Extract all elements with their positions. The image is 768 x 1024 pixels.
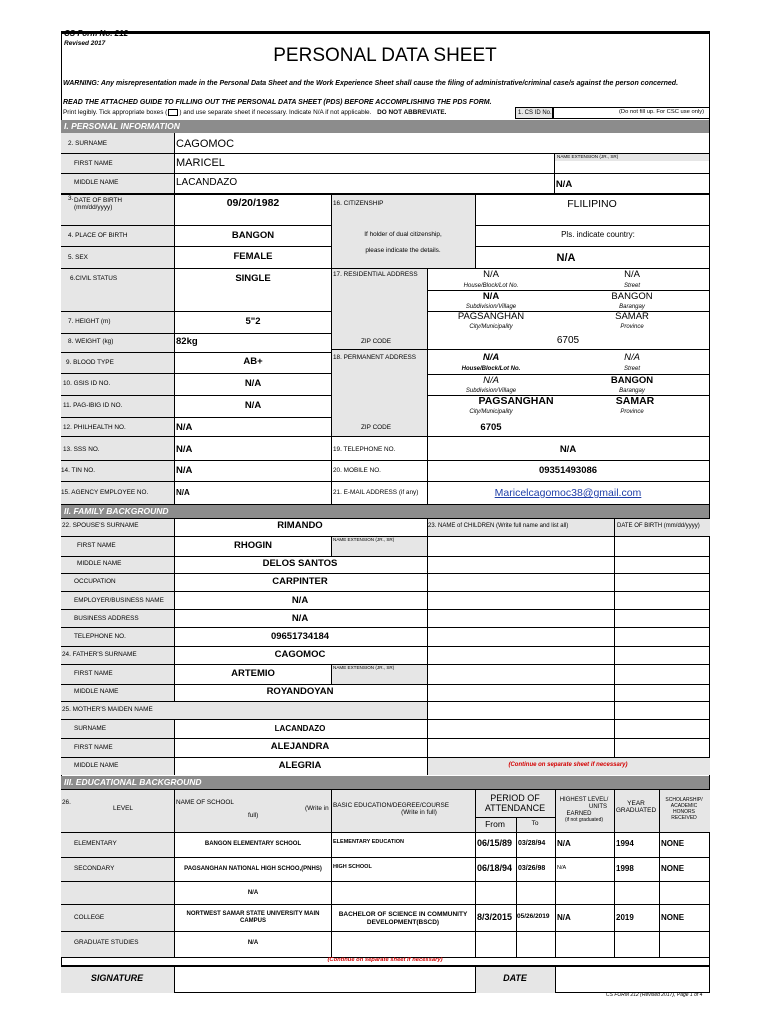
rule (331, 193, 332, 504)
rule (475, 817, 555, 818)
telephone-value[interactable]: N/A (559, 444, 577, 455)
course-header: BASIC EDUCATION/DEGREE/COURSE (333, 802, 449, 809)
rule (61, 719, 710, 720)
honors-header-3: HONORS (673, 809, 695, 815)
father-first-value[interactable]: ARTEMIO (231, 668, 275, 679)
rule (61, 173, 710, 174)
honors-header-1: SCHOLARSHIP/ (665, 797, 703, 803)
period-header-2: ATTENDANCE (484, 803, 546, 813)
rule (61, 333, 331, 334)
mobile-label: 20. MOBILE NO. (333, 467, 381, 474)
highest-level-header-1: HIGHEST LEVEL/ (559, 797, 609, 803)
email-link[interactable]: Maricelcagomoc38@gmail.com (494, 487, 642, 499)
father-surname-label: 24. FATHER'S SURNAME (62, 651, 137, 658)
rule (427, 374, 710, 375)
rule (61, 857, 710, 858)
form-number: CS Form No. 212 (64, 29, 129, 38)
signature-label: SIGNATURE (90, 973, 144, 983)
print-note-b: ) and use separate sheet if necessary. Indicate N/A if not applicable. (179, 109, 372, 117)
rule (174, 719, 175, 775)
edu-year[interactable]: 1994 (616, 839, 634, 848)
telephone-label: 19. TELEPHONE NO. (333, 446, 396, 453)
course-write-note: (Write in full) (401, 809, 437, 816)
rule (475, 967, 476, 993)
res-house-value[interactable]: N/A (483, 269, 499, 280)
rule (475, 789, 476, 957)
res-city-caption: City/Municipality (469, 324, 513, 330)
rule (331, 536, 332, 556)
spouse-first-value[interactable]: RHOGIN (234, 540, 272, 551)
rule (475, 225, 710, 226)
edu-school[interactable]: N/A (247, 940, 259, 946)
spouse-surname-value[interactable]: RIMANDO (277, 520, 323, 531)
res-barangay-caption: Barangay (619, 304, 645, 310)
res-street-value[interactable]: N/A (624, 269, 640, 280)
edu-honors[interactable]: NONE (661, 864, 685, 873)
mobile-value[interactable]: 09351493086 (538, 465, 598, 476)
pagibig-label: 11. PAG-IBIG ID NO. (63, 402, 123, 409)
rule (174, 518, 175, 701)
perm-subdivision-value[interactable]: N/A (483, 375, 499, 386)
rule (174, 789, 175, 957)
perm-barangay-value[interactable]: BANGON (610, 375, 654, 386)
edu-units[interactable]: N/A (557, 913, 571, 922)
surname-value[interactable]: CAGOMOC (176, 138, 235, 150)
civil-status-label: 6.CIVIL STATUS (70, 275, 118, 282)
honors-header-4: RECEIVED (671, 815, 697, 821)
tick-box-icon (168, 109, 178, 116)
mother-surname-value[interactable]: LACANDAZO (274, 724, 326, 733)
blood-type-value[interactable]: AB+ (243, 356, 263, 367)
from-header: From (485, 819, 505, 829)
perm-province-caption: Province (620, 409, 644, 415)
edu-level: GRADUATE STUDIES (74, 939, 139, 946)
rule (61, 757, 710, 758)
print-note-a: Print legibly. Tick appropriate boxes ( (63, 109, 168, 117)
rule (61, 311, 331, 312)
rule (61, 481, 710, 482)
mother-middle-value[interactable]: ALEGRIA (278, 760, 322, 771)
honors-header-2: ACADEMIC (670, 803, 698, 809)
rule (331, 349, 710, 350)
gsis-value[interactable]: N/A (244, 378, 262, 389)
school-full-note: full) (248, 812, 259, 819)
rule (659, 789, 660, 957)
spouse-telephone-value[interactable]: 09651734184 (270, 631, 330, 642)
occupation-value[interactable]: CARPINTER (272, 576, 328, 587)
highest-level-header-2: UNITS (589, 804, 607, 810)
mother-middle-label: MIDDLE NAME (74, 762, 119, 769)
pob-value[interactable]: BANGON (231, 230, 275, 241)
page-title: PERSONAL DATA SHEET (273, 45, 497, 66)
country-value[interactable]: N/A (556, 252, 576, 264)
middle-name-value[interactable]: LACANDAZO (176, 177, 238, 188)
rule (61, 881, 710, 882)
date-label: DATE (503, 973, 527, 983)
father-first-label: FIRST NAME (74, 670, 113, 677)
tin-label: 14. TIN NO. (61, 467, 95, 474)
rule (61, 609, 710, 610)
year-header-2: GRADUATED (615, 807, 657, 814)
business-address-value[interactable]: N/A (291, 613, 309, 624)
tin-value[interactable]: N/A (176, 465, 193, 476)
perm-house-caption: House/Block/Lot No. (461, 366, 521, 372)
height-label: 7. HEIGHT (m) (68, 318, 111, 325)
gsis-label: 10. GSIS ID NO. (63, 380, 111, 387)
edu-honors[interactable]: NONE (661, 839, 685, 848)
res-city-value[interactable]: PAGSANGHAN (457, 311, 525, 322)
top-thick-rule (61, 31, 710, 34)
edu-from[interactable]: 06/15/89 (477, 838, 513, 848)
no-abbreviate-note: DO NOT ABBREVIATE. (377, 109, 447, 117)
perm-zip-value[interactable]: 6705 (480, 422, 502, 433)
perm-street-value[interactable]: N/A (624, 352, 640, 363)
rule (61, 556, 710, 557)
perm-subdivision-caption: Subdivision/Village (465, 388, 517, 394)
name-ext-label: NAME EXTENSION (JR., SR) (557, 154, 619, 159)
perm-city-caption: City/Municipality (469, 409, 513, 415)
sex-label: 5. SEX (68, 254, 88, 261)
rule (61, 225, 331, 226)
address-label-block (331, 268, 427, 436)
father-ext-label: NAME EXTENSION (JR., SR) (333, 665, 395, 670)
spouse-middle-value[interactable]: DELOS SANTOS (262, 558, 338, 569)
father-surname-value[interactable]: CAGOMOC (274, 649, 326, 660)
edu-from[interactable]: 8/3/2015 (477, 912, 513, 922)
rule (427, 518, 428, 775)
section-personal-header: I. PERSONAL INFORMATION (61, 120, 709, 133)
mother-first-value[interactable]: ALEJANDRA (270, 741, 330, 752)
res-zip-label: ZIP CODE (360, 338, 392, 345)
dob-label: DATE OF BIRTH (74, 197, 123, 204)
rule (61, 789, 710, 790)
perm-city-value[interactable]: PAGSANGHAN (478, 395, 554, 407)
edu-school[interactable]: NORTWEST SAMAR STATE UNIVERSITY MAIN CAMPUS (186, 911, 320, 924)
civil-status-value[interactable]: SINGLE (235, 273, 271, 284)
rule (61, 246, 331, 247)
rule (61, 417, 331, 418)
rule (427, 268, 428, 504)
rule (61, 701, 710, 702)
surname-label: 2. SURNAME (68, 140, 108, 147)
dual-note-1: If holder of dual citizenship, (364, 231, 442, 238)
first-name-value[interactable]: MARICEL (176, 157, 225, 169)
rule (475, 193, 476, 268)
res-zip-value[interactable]: 6705 (556, 335, 580, 346)
rule (61, 373, 331, 374)
rule (427, 290, 710, 291)
perm-barangay-caption: Barangay (619, 388, 645, 394)
edu-course[interactable]: BACHELOR OF SCIENCE IN COMMUNITY DEVELOPMENT(BSCD) (338, 911, 468, 926)
spouse-telephone-label: TELEPHONE NO. (74, 633, 126, 640)
first-name-label: FIRST NAME (74, 160, 113, 167)
rule (331, 789, 332, 957)
to-header: To (531, 820, 539, 827)
res-province-value[interactable]: SAMAR (615, 311, 649, 322)
education-header-row (61, 789, 710, 832)
edu-to[interactable]: 03/28/94 (518, 840, 546, 847)
edu-units[interactable]: N/A (557, 839, 571, 848)
print-note (63, 109, 446, 117)
res-subdivision-value[interactable]: N/A (482, 291, 500, 302)
dual-note-2: please indicate the details. (365, 247, 441, 254)
edu-school[interactable]: N/A (247, 890, 259, 896)
csid-label: 1. CS ID No. (518, 110, 552, 116)
edu-course[interactable]: ELEMENTARY EDUCATION (333, 839, 404, 845)
spouse-first-label: FIRST NAME (77, 542, 116, 549)
edu-course[interactable]: HIGH SCHOOL (333, 864, 372, 870)
rule (427, 395, 710, 396)
perm-street-caption: Street (623, 366, 641, 372)
highest-level-header-3: EARNED (566, 811, 592, 817)
rule (61, 591, 710, 592)
mother-surname-label: SURNAME (74, 725, 106, 732)
guide-text: READ THE ATTACHED GUIDE TO FILLING OUT THE PERSONAL DATA SHEET (PDS) BEFORE ACCOMPLISHING THE PDS FORM. (63, 99, 492, 106)
edu-units[interactable]: N/A (557, 865, 567, 871)
rule (61, 573, 710, 574)
spouse-middle-label: MIDDLE NAME (77, 560, 122, 567)
section-education-header: III. EDUCATIONAL BACKGROUND (61, 776, 709, 789)
edu-level: COLLEGE (74, 914, 105, 921)
rule (61, 904, 710, 905)
father-middle-label: MIDDLE NAME (74, 688, 119, 695)
rule (61, 931, 710, 932)
warning-text: WARNING: Any misrepresentation made in the Personal Data Sheet and the Work Experience Sheet shall cause the filing of administrative/criminal case/s against the person concerned. (63, 80, 679, 87)
perm-house-value[interactable]: N/A (482, 352, 500, 363)
revised-note: Revised 2017 (64, 40, 106, 47)
pob-label: 4. PLACE OF BIRTH (68, 232, 128, 239)
level-header: LEVEL (113, 805, 133, 812)
highest-level-header-4: (if not graduated) (564, 817, 604, 823)
edu-level: SECONDARY (74, 865, 115, 872)
res-subdivision-caption: Subdivision/Village (465, 304, 517, 310)
business-address-label: BUSINESS ADDRESS (74, 615, 139, 622)
rule (61, 738, 710, 739)
weight-value[interactable]: 82kg (176, 336, 198, 347)
edu-honors[interactable]: NONE (661, 913, 685, 922)
sss-value[interactable]: N/A (176, 444, 193, 455)
rule (61, 684, 710, 685)
rule (61, 832, 710, 833)
rule (516, 817, 517, 957)
dob-value[interactable]: 09/20/1982 (226, 197, 280, 209)
rule (61, 518, 710, 519)
section-family-header: II. FAMILY BACKGROUND (61, 505, 709, 518)
csc-note: (Do not fill up. For CSC use only) (619, 109, 705, 115)
perm-zip-label: ZIP CODE (360, 424, 392, 431)
family-continue-note: (Continue on separate sheet if necessary) (508, 762, 628, 768)
rule (61, 352, 331, 353)
year-header-1: YEAR (627, 800, 645, 807)
school-header: NAME OF SCHOOL (176, 799, 234, 806)
dob-format: (mm/dd/yyyy) (74, 204, 113, 211)
name-ext-value[interactable]: N/A (555, 179, 573, 190)
res-street-caption: Street (623, 283, 641, 289)
period-header-1: PERIOD OF (490, 793, 540, 803)
signature-field[interactable] (175, 968, 474, 992)
blood-type-label: 9. BLOOD TYPE (66, 359, 114, 366)
rule (475, 246, 710, 247)
edu-to[interactable]: 05/26/2019 (517, 913, 550, 920)
mother-maiden-label: 25. MOTHER'S MAIDEN NAME (62, 706, 153, 713)
rule (331, 664, 332, 684)
employer-label: EMPLOYER/BUSINESS NAME (74, 597, 164, 604)
agency-no-label: 15. AGENCY EMPLOYEE NO. (61, 489, 149, 496)
citizenship-label: 16. CITIZENSHIP (333, 200, 384, 207)
edu-from[interactable]: 06/18/94 (477, 863, 513, 873)
weight-label: 8. WEIGHT (kg) (68, 338, 114, 345)
rule (555, 789, 556, 957)
email-label: 21. E-MAIL ADDRESS (if any) (333, 489, 419, 496)
education-continue-note: (Continue on separate sheet if necessary) (327, 957, 443, 963)
spouse-surname-label: 22. SPOUSE'S SURNAME (62, 522, 139, 529)
res-address-label: 17. RESIDENTIAL ADDRESS (333, 271, 418, 278)
rule (61, 193, 710, 195)
rule (61, 268, 710, 269)
sss-label: 13. SSS NO. (63, 446, 100, 453)
mother-first-label: FIRST NAME (74, 744, 113, 751)
edu-year[interactable]: 1998 (616, 864, 634, 873)
agency-no-value[interactable]: N/A (176, 488, 190, 497)
perm-address-label: 18. PERMANENT ADDRESS (333, 354, 416, 361)
date-field[interactable] (556, 968, 709, 992)
citizenship-value[interactable]: FLILIPINO (567, 198, 617, 210)
rule (614, 518, 615, 757)
rule (61, 436, 710, 437)
edu-school[interactable]: BANGON ELEMENTARY SCHOOL (204, 841, 302, 847)
edu-school[interactable]: PAGSANGHAN NATIONAL HIGH SCHOO,(PNHS) (184, 866, 322, 872)
dob-num: 3. (68, 195, 74, 202)
pagibig-value[interactable]: N/A (244, 400, 262, 411)
page-footer-note: CS FORM 212 (Revised 2017), Page 1 of 4 (606, 992, 703, 998)
rule (61, 395, 331, 396)
rule (61, 646, 710, 647)
rule (174, 133, 175, 504)
sex-value[interactable]: FEMALE (233, 251, 273, 262)
education-num: 26. (62, 799, 71, 806)
indicate-country-label: Pls. indicate country: (561, 230, 635, 239)
philhealth-label: 12. PHILHEALTH NO. (63, 424, 126, 431)
father-middle-value[interactable]: ROYANDOYAN (266, 686, 334, 697)
middle-name-label: MIDDLE NAME (74, 179, 119, 186)
res-barangay-value[interactable]: BANGON (611, 291, 653, 302)
edu-to[interactable]: 03/26/98 (518, 865, 546, 872)
occupation-label: OCCUPATION (74, 578, 116, 585)
rule (61, 460, 710, 461)
philhealth-value[interactable]: N/A (176, 422, 193, 433)
height-value[interactable]: 5"2 (245, 316, 261, 327)
res-house-caption: House/Block/Lot No. (463, 283, 519, 289)
children-label: 23. NAME of CHILDREN (Write full name and list all) (428, 523, 569, 529)
res-province-caption: Province (620, 324, 644, 330)
edu-year[interactable]: 2019 (616, 913, 634, 922)
school-write-note: (Write in (305, 805, 329, 812)
perm-province-value[interactable]: SAMAR (615, 395, 655, 407)
spouse-ext-label: NAME EXTENSION (JR., SR) (333, 537, 395, 542)
rule (61, 627, 710, 628)
child-dob-label: DATE OF BIRTH (mm/dd/yyyy) (617, 523, 700, 529)
employer-value[interactable]: N/A (291, 595, 309, 606)
edu-level: ELEMENTARY (74, 840, 117, 847)
